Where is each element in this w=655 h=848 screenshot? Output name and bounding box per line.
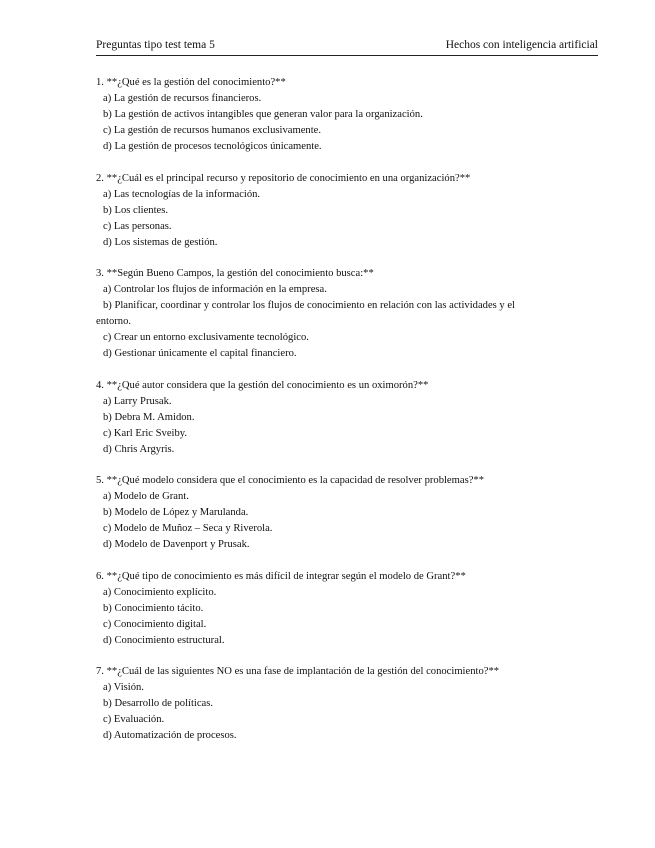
answer-option-a: a) La gestión de recursos financieros. — [103, 93, 262, 104]
answer-option-a: a) Larry Prusak. — [103, 395, 172, 407]
question-5 — [96, 473, 516, 553]
question-list — [96, 75, 516, 760]
answer-option-d: d) Los sistemas de gestión. — [103, 236, 218, 248]
question-6 — [96, 569, 516, 649]
question-text: 5. **¿Qué modelo considera que el conocimiento es la capacidad de resolver problemas?** — [96, 475, 484, 486]
answer-option-d: d) Chris Argyris. — [103, 443, 175, 455]
question-text: 2. **¿Cuál es el principal recurso y repositorio de conocimiento en una organización?** — [96, 172, 471, 184]
page-header — [96, 38, 598, 52]
question-4 — [96, 378, 516, 458]
answer-option-a: a) Las tecnologías de la información. — [103, 188, 261, 200]
answer-option-d: d) Automatización de procesos. — [103, 730, 237, 741]
answer-option-c: c) La gestión de recursos humanos exclusivamente. — [103, 125, 321, 136]
answer-option-d: d) La gestión de procesos tecnológicos únicamente. — [103, 141, 322, 152]
answer-option-a: a) Controlar los flujos de información en la empresa. — [103, 284, 327, 295]
answer-option-d: d) Conocimiento estructural. — [103, 634, 225, 646]
question-text: 4. **¿Qué autor considera que la gestión del conocimiento es un oximorón?** — [96, 379, 429, 391]
question-2 — [96, 171, 516, 251]
answer-option-b: b) La gestión de activos intangibles que generan valor para la organización. — [103, 109, 423, 120]
answer-option-c: c) Conocimiento digital. — [103, 618, 207, 630]
question-7 — [96, 664, 516, 744]
answer-option-d: d) Gestionar únicamente el capital financiero. — [103, 348, 297, 359]
answer-option-b: b) Modelo de López y Marulanda. — [103, 507, 249, 518]
question-3 — [96, 266, 516, 362]
answer-option-a: a) Visión. — [103, 682, 144, 693]
question-1 — [96, 75, 516, 155]
answer-option-a: a) Conocimiento explícito. — [103, 586, 217, 598]
answer-option-a: a) Modelo de Grant. — [103, 491, 189, 502]
question-text: 1. **¿Qué es la gestión del conocimiento?** — [96, 77, 286, 88]
question-text: 6. **¿Qué tipo de conocimiento es más difícil de integrar según el modelo de Grant?** — [96, 570, 466, 582]
answer-option-c: c) Evaluación. — [103, 714, 165, 725]
question-text: 7. **¿Cuál de las siguientes NO es una fase de implantación de la gestión del conocimiento?** — [96, 666, 500, 677]
answer-option-b: b) Debra M. Amidon. — [103, 411, 195, 423]
answer-option-c: c) Karl Eric Sveiby. — [103, 427, 188, 439]
answer-option-c: c) Crear un entorno exclusivamente tecnológico. — [103, 332, 309, 343]
header-left-title: Preguntas tipo test tema 5 — [96, 39, 215, 51]
answer-option-c: c) Las personas. — [103, 220, 172, 232]
header-divider — [96, 55, 598, 56]
answer-option-d: d) Modelo de Davenport y Prusak. — [103, 539, 250, 550]
answer-option-b: b) Desarrollo de políticas. — [103, 698, 214, 709]
answer-option-c: c) Modelo de Muñoz – Seca y Riverola. — [103, 523, 273, 534]
answer-option-b: b) Conocimiento tácito. — [103, 602, 204, 614]
answer-option-b: b) Los clientes. — [103, 204, 169, 216]
question-text: 3. **Según Bueno Campos, la gestión del conocimiento busca:** — [96, 268, 374, 279]
header-right-title: Hechos con inteligencia artificial — [445, 39, 598, 51]
answer-option-b: b) Planificar, coordinar y controlar los flujos de conocimiento en relación con las actividades y el entorno. — [96, 300, 516, 327]
